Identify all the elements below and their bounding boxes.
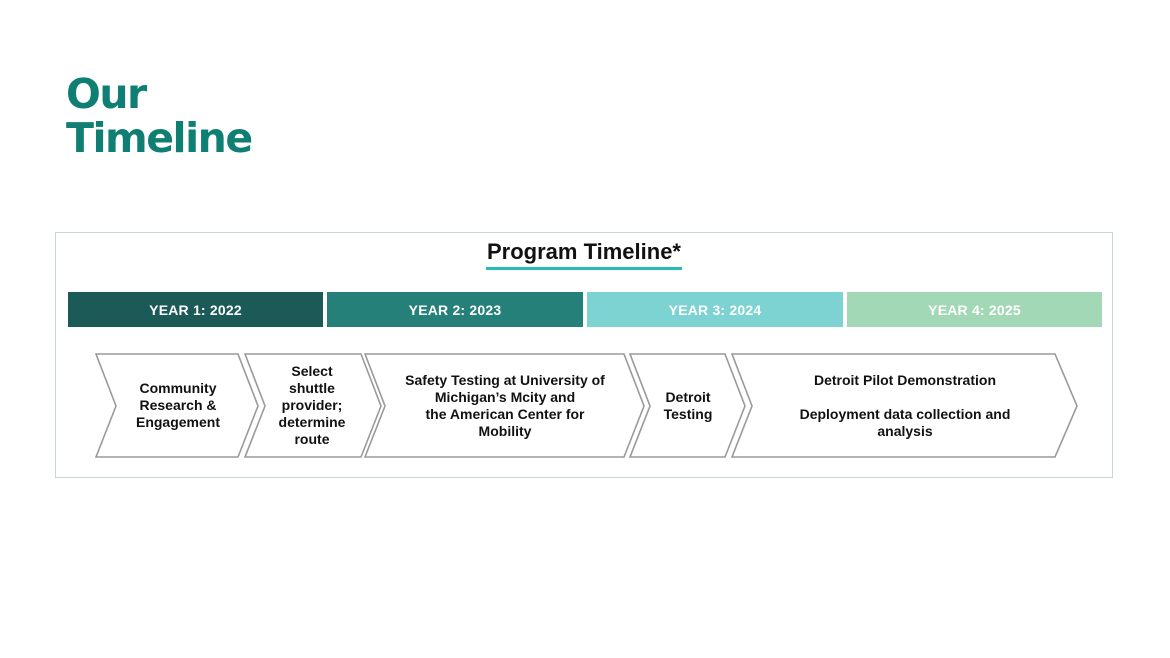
step-community-research — [118, 354, 238, 457]
step-detroit-testing — [648, 354, 728, 457]
step-select-shuttle — [262, 354, 362, 457]
step-text-line: shuttle — [289, 380, 335, 396]
step-text — [405, 372, 605, 440]
step-text-line: Mobility — [478, 422, 532, 439]
step-detroit-pilot — [756, 354, 1054, 457]
page-title-line-2: Timeline — [66, 114, 252, 162]
step-text-line — [800, 389, 1011, 406]
program-timeline-panel — [55, 232, 1113, 478]
step-text — [136, 380, 220, 431]
year-label-1: YEAR 1: 2022 — [149, 301, 242, 318]
step-text-line: Detroit Pilot Demonstration — [813, 371, 996, 388]
step-text-line: Detroit — [665, 388, 711, 405]
year-label-3: YEAR 3: 2024 — [668, 301, 762, 318]
year-label-4: YEAR 4: 2025 — [928, 301, 1021, 318]
step-text-line: determine — [278, 414, 346, 430]
step-text-line: Community — [139, 380, 217, 396]
page-title — [66, 72, 252, 160]
step-text-line: analysis — [877, 422, 933, 439]
timeline-heading-text: Program Timeline* — [486, 239, 682, 270]
step-text-line: Select — [291, 363, 333, 379]
step-text-line: Safety Testing at University of — [405, 371, 605, 388]
step-text-line: the American Center for — [425, 405, 585, 422]
step-text — [664, 389, 713, 423]
step-text-line: Deployment data collection and — [799, 405, 1011, 422]
step-text-line: Research & — [139, 397, 217, 413]
year-label-2: YEAR 2: 2023 — [408, 301, 502, 318]
step-text-line: Testing — [663, 405, 713, 422]
page-title-line-1: Our — [66, 70, 146, 118]
step-safety-testing — [386, 354, 624, 457]
step-text-line: provider; — [281, 397, 343, 413]
step-text — [279, 363, 346, 448]
step-text-line: Engagement — [135, 414, 220, 430]
step-text — [800, 372, 1011, 440]
step-text-line: Michigan’s Mcity and — [434, 388, 576, 405]
step-text-line: route — [294, 431, 330, 447]
